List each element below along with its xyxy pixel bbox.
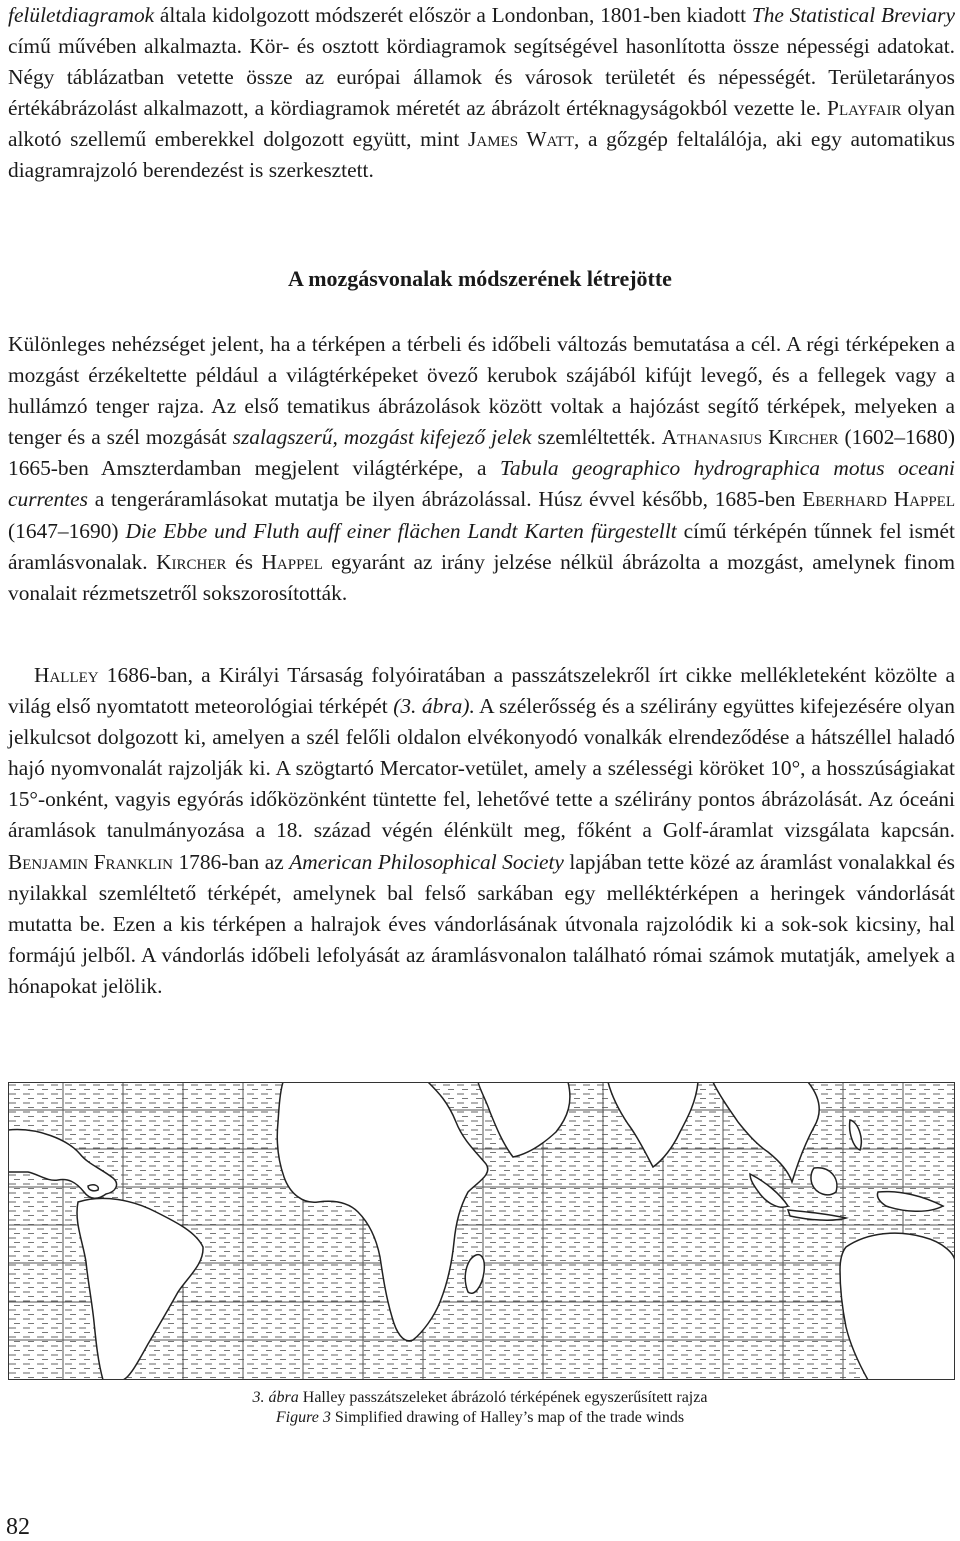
person-name: Halley	[34, 663, 99, 687]
person-name: Kircher	[156, 549, 227, 574]
map-drawing	[8, 1082, 955, 1380]
paragraph-playfair	[8, 0, 955, 187]
australia	[840, 1233, 955, 1380]
text-span: lapjában tette közé az áramlást vonalakkal és nyilakkal szemléltető térképét, amelynek bal felső sarkában egy melléktérképen a heringek vándorlását mutatta be. Ezen a kis térképen a halrajok éves vándorlásának útvonala rajzolódik ki a sok-sok kicsiny, hal formájú jelből. A vándorlás időbeli lefolyását az áramlásvonalon található római számok mutatják, amelyek a hónapokat jelölik.	[8, 849, 955, 998]
section-heading: A mozgásvonalak módszerének létrejötte	[288, 266, 672, 291]
caribbean-islands	[88, 1185, 98, 1191]
text-span: című művében alkalmazta. Kör- és osztott kördiagramok segítségével hasonlította össze népességi adatokat. Négy táblázatban vetette össze az európai államok és városok területét és népességét. Területarányos értékábrázolást alkalmazott, a kördiagramok méretét az ábrázolt értéknagyságokból vezette le.	[8, 34, 955, 121]
text-span: A szélerősség és a szélirány együttes kifejezésére olyan jelkulcsot dolgozott ki, amelyen a szél felőli oldalon elvékonyodó vonalkák elrendeződése a hátszéllel haladó hajó nyomvonalát rajzolják ki. A szögtartó Mercator-vetület, amely a szélességi köröket 10°, a hosszúságiakat 15°-onként, vagyis egyórás időközönként tüntette fel, lehetővé tette a szélirány pontos ábrázolását. Az óceáni áramlások tanulmányozása a 18. század végén élénkült meg, főként a Golf-áramlat vizsgálata kapcsán.	[8, 694, 955, 843]
term-italic: felületdiagramok	[8, 3, 155, 27]
text-span: Különleges nehézséget jelent, ha a térképen a térbeli és időbeli változás bemutatása a cél. A régi térképeken a mozgást érzékeltette például a világtérképeket övező kerubok szájából kifújt levegő, és a fellegek vagy a hullámzó tenger rajza. Az első tematikus ábrázolások között voltak a hajózást segítő térképek, melyeken a tenger és a szél mozgását	[8, 332, 955, 450]
text-span: 1786-ban az	[172, 849, 290, 874]
text-span: a tengeráramlásokat mutatja be ilyen ábrázolással. Húsz évvel később, 1685-ben	[88, 487, 803, 512]
person-name: Playfair	[827, 96, 902, 121]
halley-trade-winds-map	[8, 1082, 955, 1380]
term-italic: szalagszerű, mozgást kifejező jelek	[232, 425, 532, 450]
text-span: egyaránt az irány jelzése nélkül ábrázolta a mozgást, amelynek finom vonalait rézmetszetről sokszorosították.	[8, 549, 956, 605]
figure-caption-en	[0, 1408, 960, 1428]
text-span: , a gőzgép feltalálója, aki egy automatikus diagramrajzoló berendezést is szerkesztett.	[8, 127, 956, 183]
person-name: Eberhard Happel	[802, 487, 955, 512]
paragraph-halley	[8, 660, 955, 1002]
text-span: című térképén tűnnek fel ismét áramlásvonalak.	[8, 518, 955, 574]
text-span: olyan alkotó szellemű emberekkel dolgozott együtt, mint	[8, 96, 955, 152]
person-name: Happel	[261, 549, 323, 574]
caption-label: 3. ábra	[252, 1389, 299, 1406]
person-name: Benjamin Franklin	[8, 849, 173, 874]
text-span: és	[226, 549, 262, 574]
page-number: 82	[6, 1514, 30, 1540]
paragraph-kircher-happel	[8, 329, 955, 609]
book-title-italic: The Statistical Breviary	[751, 3, 955, 27]
text-span: 1686-ban, a Királyi Társaság folyóiratában a passzátszelekről írt cikke mellékleteként közölte a világ első nyomtatott meteorológiai térképét	[8, 663, 955, 719]
text-span: (1647–1690)	[8, 518, 126, 543]
person-name: Athanasius Kircher	[661, 425, 839, 450]
map-title-italic: Tabula geographico hydrographica motus oceani currentes	[8, 456, 955, 512]
text-span: (1602–1680) 1665-ben Amszterdamban megjelent világtérképe, a	[8, 425, 955, 481]
caption-label: Figure 3	[275, 1409, 331, 1426]
text-span: szemléltették.	[531, 425, 662, 450]
journal-name-italic: American Philosophical Society	[289, 849, 564, 874]
text-span: általa kidolgozott módszerét először a Londonban, 1801-ben kiadott	[154, 3, 752, 27]
person-name: James Watt	[468, 127, 575, 152]
map-title-italic: Die Ebbe und Fluth auff einer flächen Landt Karten fürgestellt	[125, 518, 677, 543]
caption-text: Halley passzátszeleket ábrázoló térképének egyszerűsített rajza	[298, 1389, 708, 1406]
caption-text: Simplified drawing of Halley’s map of the trade winds	[330, 1409, 685, 1426]
figure-caption-hu	[0, 1388, 960, 1408]
figure-reference: (3. ábra).	[393, 694, 475, 719]
